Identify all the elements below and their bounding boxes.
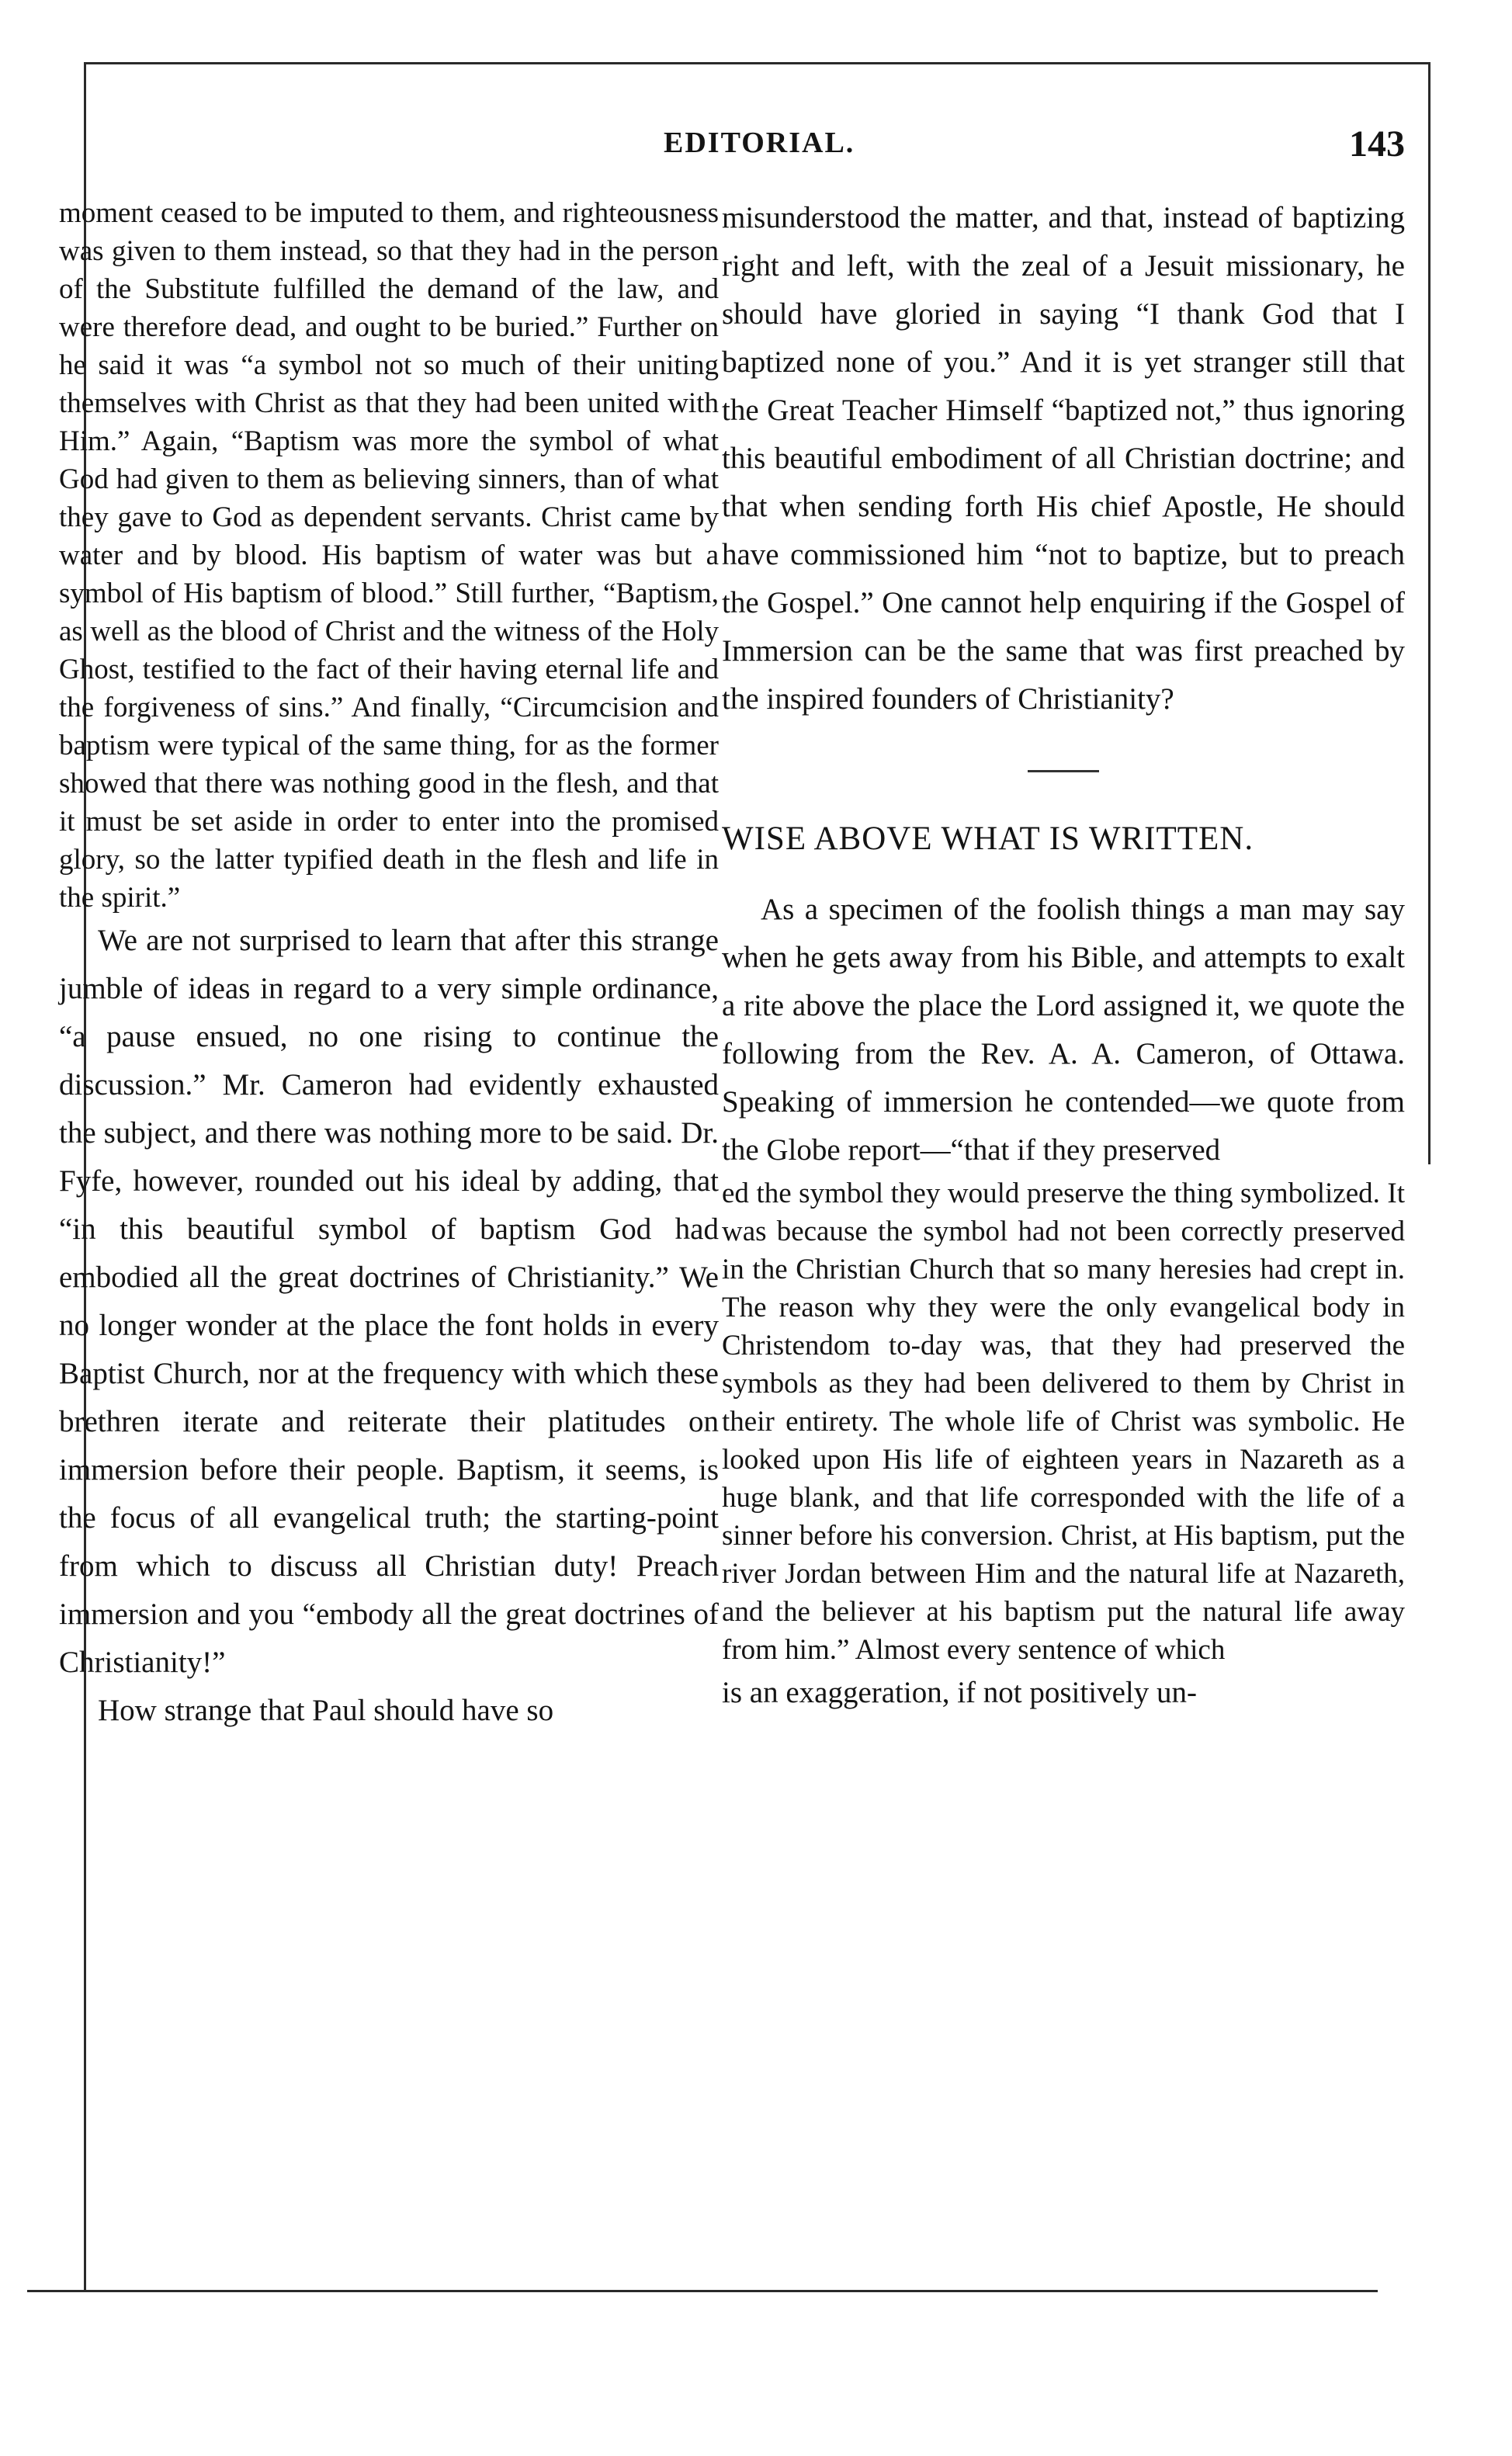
right-column <box>722 194 1405 1717</box>
section-separator-rule <box>1028 770 1099 772</box>
right-border-rule <box>1428 62 1431 1164</box>
left-paragraph-2: We are not surprised to learn that after this strange jumble of ideas in regard to a very simple ordinance, “a pause ensued, no one rising to continue the discussion.” Mr. Cameron had evidently exhausted the subject, and there was nothing more to be said. Dr. Fyfe, however, rounded out his ideal by adding, that “in this beautiful symbol of baptism God had embodied all the great doctrines of Christianity.” We no longer wonder at the place the font holds in every Baptist Church, nor at the frequency with which these brethren iterate and reiterate their platitudes on immersion before their people. Baptism, it seems, is the focus of all evangelical truth; the starting-point from which to discuss all Christian duty! Preach immersion and you “embody all the great doctrines of Christianity!” <box>59 924 719 1679</box>
left-paragraph-3: How strange that Paul should have so <box>98 1694 554 1727</box>
page-number: 143 <box>1349 123 1405 165</box>
section-heading: WISE ABOVE WHAT IS WRITTEN. <box>722 820 1254 857</box>
right-paragraph-2: As a specimen of the foolish things a man may say when he gets away from his Bible, and attempts to exalt a rite above the place the Lord assigned it, we quote the following from the Rev. A. A. Cameron, of Ottawa. Speaking of immersion he contended—we quote from the Globe report—“that if they preserved <box>722 893 1405 1167</box>
right-paragraph-4: is an exaggeration, if not positively un- <box>722 1676 1197 1709</box>
left-column <box>59 194 719 1735</box>
bottom-border-rule <box>27 2290 1378 2292</box>
running-head: EDITORIAL. <box>664 127 855 159</box>
right-paragraph-1: misunderstood the matter, and that, instead of baptizing right and left, with the zeal of a Jesuit missionary, he should have gloried in saying “I thank God that I baptized none of you.” And it is yet stranger still that the Great Teacher Himself “baptized not,” thus ignoring this beautiful embodiment of all Christian doctrine; and that when sending forth His chief Apostle, He should have commissioned him “not to baptize, but to preach the Gospel.” One cannot help enquiring if the Gospel of Immersion can be the same that was first preached by the inspired founders of Christianity? <box>722 201 1405 716</box>
top-border-rule <box>84 62 1431 64</box>
right-paragraph-3: ed the symbol they would preserve the thing symbolized. It was because the symbol had not been correctly preserved in the Christian Church that so many heresies had crept in. The reason why they were the only evangelical body in Christendom to-day was, that they had preserved the symbols as they had been delivered to them by Christ in their entirety. The whole life of Christ was symbolic. He looked upon His life of eighteen years in Nazareth as a huge blank, and that life corresponded with the life of a sinner before his conversion. Christ, at His baptism, put the river Jordan between Him and the natural life at Nazareth, and the believer at his baptism put the natural life away from him.” Almost every sentence of which <box>722 1178 1405 1666</box>
left-paragraph-1: moment ceased to be imputed to them, and righteousness was given to them instead, so that they had in the person of the Substitute fulfilled the demand of the law, and were therefore dead, and ought to be buried.” Further on he said it was “a symbol not so much of their uniting themselves with Christ as that they had been united with Him.” Again, “Baptism was more the symbol of what God had given to them as believing sinners, than of what they gave to God as dependent servants. Christ came by water and by blood. His baptism of water was but a symbol of His baptism of blood.” Still further, “Baptism, as well as the blood of Christ and the witness of the Holy Ghost, testified to the fact of their having eternal life and the forgiveness of sins.” And finally, “Circumcision and baptism were typical of the same thing, for as the former showed that there was nothing good in the flesh, and that it must be set aside in order to enter into the promised glory, so the latter typified death in the flesh and life in the spirit.” <box>59 197 719 914</box>
